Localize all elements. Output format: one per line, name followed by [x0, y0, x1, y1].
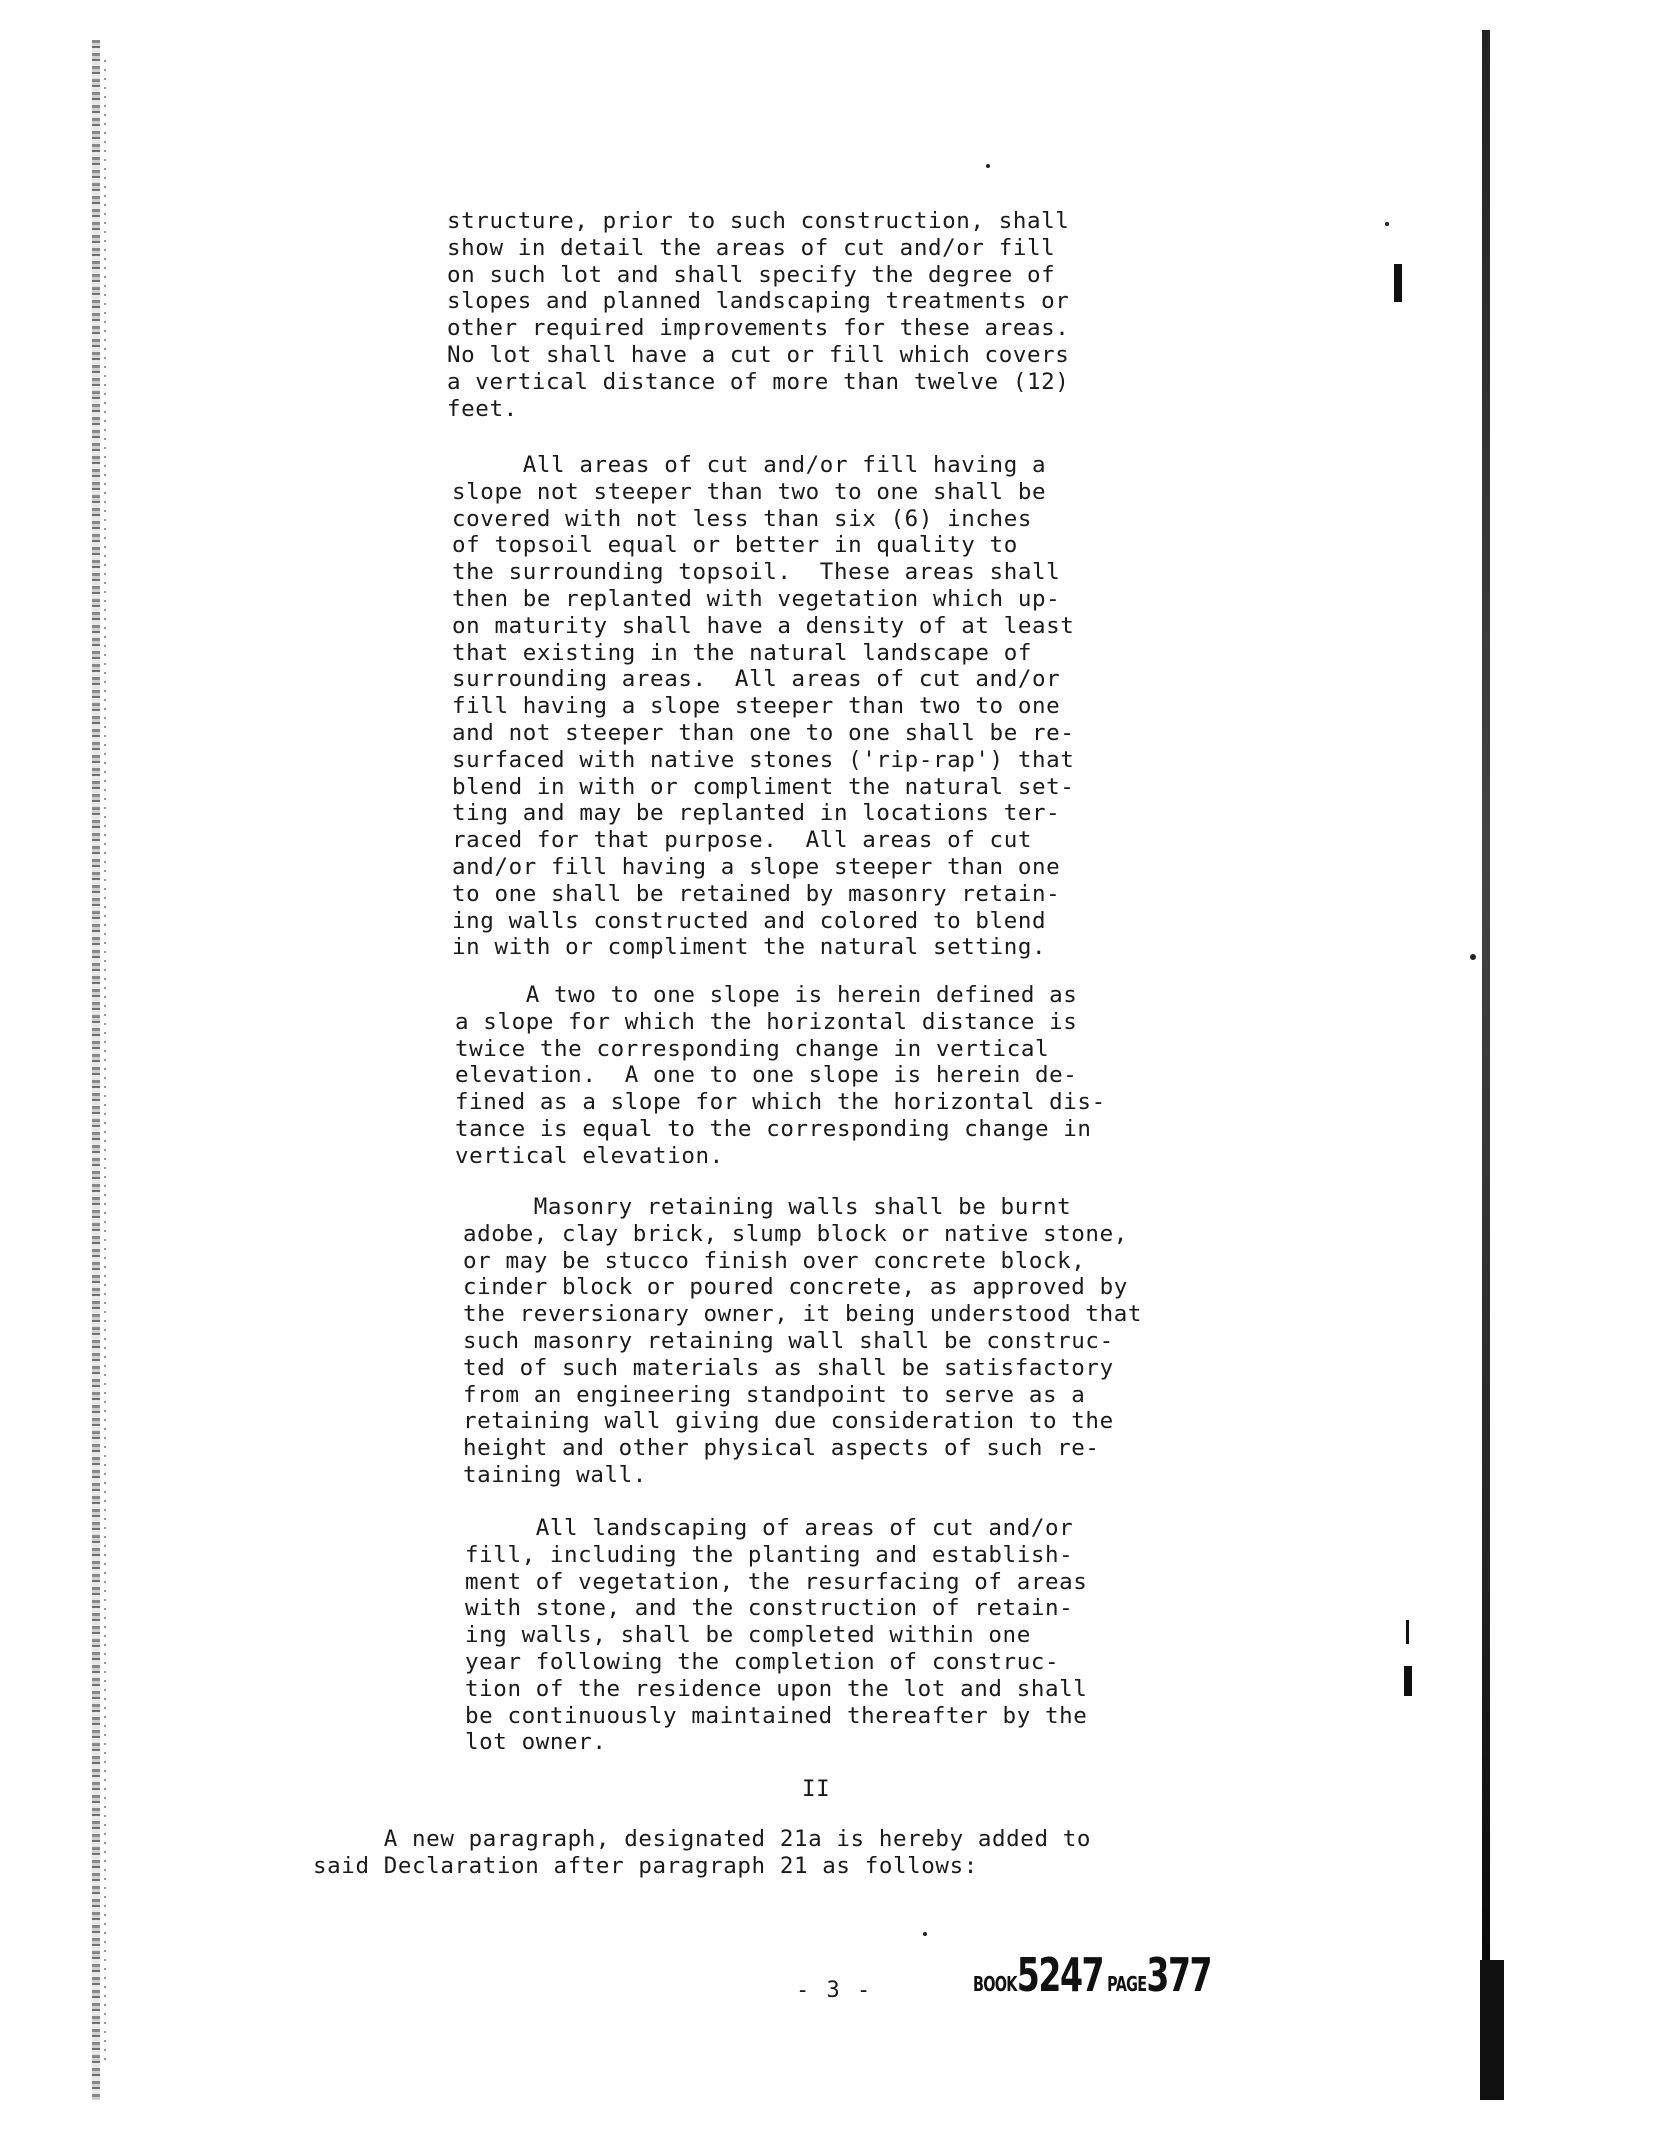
scan-speck: [1385, 222, 1389, 226]
scan-edge-left: [92, 40, 100, 2100]
stamp-page-number: 377: [1146, 1948, 1212, 2002]
paragraph-2: All areas of cut and/or fill having a slope not steeper than two to one shall be covered with not less than six (6) inches of topsoil equal or better in quality to the surrounding topsoil. These areas shall then be replanted with vegetation which up- on maturity shall have a density of at least that existing in the natural landscape of surrounding areas. All areas of cut and/or fill having a slope steeper than two to one and not steeper than one to one shall be re- surfaced with native stones ('rip-rap') that blend in with or compliment the natural set- ting and may be replanted in locations ter- raced for that purpose. All areas of cut and/or fill having a slope steeper than one to one shall be retained by masonry retain- ing walls constructed and colored to blend in with or compliment the natural setting.: [452, 452, 1075, 961]
scan-speck: [923, 1932, 927, 1936]
page-number: - 3 -: [796, 1978, 873, 2003]
section-number: II: [802, 1776, 831, 1802]
stamp-book-number: 5247: [1016, 1948, 1104, 2002]
scan-speck: [1470, 954, 1476, 960]
paragraph-1: structure, prior to such construction, shall show in detail the areas of cut and/or fill on such lot and shall specify the degree of slopes and planned landscaping treatments or other required improvements for these areas. No lot shall have a cut or fill which covers a vertical distance of more than twelve (12) feet.: [447, 208, 1070, 422]
paragraph-4: Masonry retaining walls shall be burnt adobe, clay brick, slump block or native stone, or may be stucco finish over concrete block, cinder block or poured concrete, as approved by the reversionary owner, it being understood that such masonry retaining wall shall be construc- ted of such materials as shall be satisfactory from an engineering standpoint to serve as a retaining wall giving due consideration to the height and other physical aspects of such re- taining wall.: [463, 1194, 1143, 1488]
closing-paragraph: A new paragraph, designated 21a is hereby added to said Declaration after paragraph 21 as follows:: [313, 1826, 1092, 1879]
scan-mark: [1394, 264, 1402, 302]
scan-mark: [1406, 1620, 1409, 1644]
stamp-page-label: PAGE: [1107, 1972, 1147, 1996]
recording-stamp: [973, 1948, 1211, 2002]
scan-mark: [1404, 1666, 1412, 1696]
scan-speck: [986, 164, 990, 168]
scan-edge-right: [1482, 30, 1490, 2100]
scan-edge-right-shadow: [1480, 1960, 1504, 2100]
paragraph-5: All landscaping of areas of cut and/or fill, including the planting and establish- ment of vegetation, the resurfacing of areas with stone, and the construction of retain- ing walls, shall be completed within one year following the completion of construc- tion of the residence upon the lot and shall be continuously maintained thereafter by the lot owner.: [465, 1515, 1088, 1756]
paragraph-3: A two to one slope is herein defined as a slope for which the horizontal distance is twice the corresponding change in vertical elevation. A one to one slope is herein de- fined as a slope for which the horizontal dis- tance is equal to the corresponding change in vertical elevation.: [455, 982, 1106, 1169]
scan-edge-left-noise: [104, 60, 106, 2060]
stamp-book-label: BOOK: [973, 1972, 1017, 1996]
